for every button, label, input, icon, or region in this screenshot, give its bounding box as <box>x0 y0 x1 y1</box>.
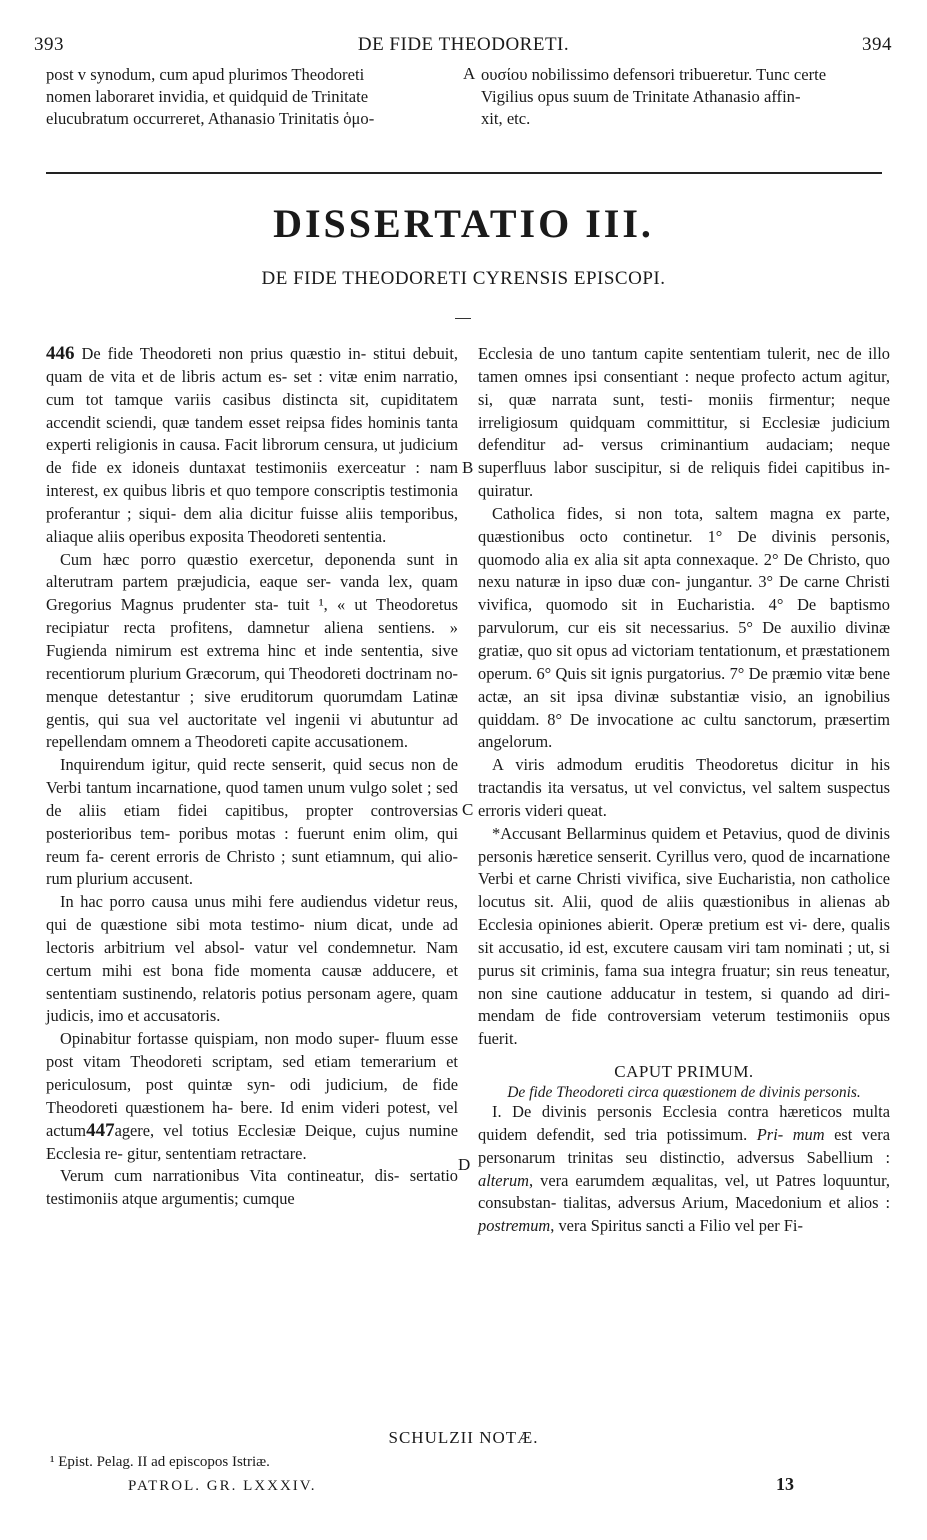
paragraph-text: , vera earumdem æqualitas, vel, ut Patres loquuntur, consubstan- tialitas, adversus Arium, Macedonium et alios : <box>478 1170 890 1213</box>
top-line: post v synodum, cum apud plurimos Theodoreti <box>46 65 365 84</box>
paragraph: Inquirendum igitur, quid recte senserit, quid secus non de Verbi tantum incarnatione, quod tamen unum vulgo solet ; sed de aliis etiam fidei capitibus, propter controversias posterioribus tem- poribus motas : fuerunt enim olim, qui reum fa- cerent erroris de Christo ; sunt etiamnum, qui alio- rum plurium accusent. <box>46 755 458 889</box>
paragraph-text: Opinabitur fortasse quispiam, non modo super- fluum esse post vitam Theodoreti scriptam, sed etiam temerarium et periculosum, post quintæ syn- odi judicium, de fide Theodoreti quæstionem ha- bere. Id enim videri potest, vel actum <box>46 1029 458 1140</box>
paragraph: Catholica fides, si non tota, saltem magna ex parte, quæstionibus octo continetur. 1° De divinis personis, quomodo alia ex alia sit apta connexaque. 2° De Christo, quo nexu naturæ in ipso duæ con- jungantur. 3° De carne Christi vivifica, quomodo sit in Eucharistia. 4° De baptismo parvulorum, cur eis sit necessarius. 5° De auxilio divinæ gratiæ, quo sit opus ad victoriam tentationum, et præstationem operum. 6° Quis sit ignis purgatorius. 7° De præmio vitæ bene actæ, an sit ipsa divinæ substantiæ visio, an ignobilius quiddam. 8° De invocatione ac cultu sanctorum, præsertim angelorum. <box>478 503 890 752</box>
running-title: DE FIDE THEODORETI. <box>357 34 570 55</box>
paragraph: Cum hæc porro quæstio exercetur, deponenda sunt in alterutram partem præjudicia, eaque ser- vanda lex, quam Gregorius Magnus prudenter sta- tuit ¹, « ut Theodoretus recipiatur recta profitens, damnetur aliena sentiens. » Fugienda nimirum est extrema hinc et inde sententia, sive recentiorum plurium Græcorum, qui Theodoreti doctrinam no- menque detestantur ; sive eruditorum quorumdam Latinæ gentis, qui sua vel auctoritate vel ingenii vi abutuntur ad repellendam omnem a Theodoreti capite accusationem. <box>46 549 458 752</box>
paragraph <box>478 1101 890 1238</box>
emphasis: Pri- mum <box>756 1124 825 1144</box>
gathering-signature: 13 <box>776 1474 794 1494</box>
margin-marker-c: C <box>462 800 474 819</box>
paragraph <box>46 343 458 549</box>
section-rule <box>46 172 882 174</box>
paragraph: Ecclesia de uno tantum capite sententiam tulerit, nec de illo tamen omnes ipsi consentiant : neque profecto actum agitur, si, quæ narrata sunt, testi- moniis firmentur; neque irreligiosum quidquam committitur, si Ecclesiæ judicium defenditur ad- versus criminantium audaciam; neque superfluus labor suscipitur, si de reliquis fidei capitibus in- quiratur. <box>478 344 890 501</box>
top-line: Vigilius opus suum de Trinitate Athanasio affin- <box>481 87 801 106</box>
paragraph: Verum cum narrationibus Vita contineatur, dis- sertatio testimoniis atque argumentis; cumque <box>46 1166 458 1209</box>
page-number-left: 393 <box>34 34 64 55</box>
title-dash <box>455 318 471 319</box>
paragraph-text: I. De divinis personis Ecclesia contra hæreticos multa quidem defendit, sed tria potissimum. <box>478 1102 890 1144</box>
notes-heading: SCHULZII NOTÆ. <box>388 1428 539 1447</box>
top-line: xit, etc. <box>481 109 531 128</box>
paragraph: *Accusant Bellarminus quidem et Petavius, quod de divinis personis hæretice senserit. Cyrillus vero, quod de incarnatione Verbi et carne Christi vivifica, sive Eucharistia, non catholice locutus sit. Alii, quod de aliis quæstionibus in alienas ab Ecclesia opiniones abierit. Operæ pretium est vi- dere, qualis sit accusatio, id est, excutere causam viri tam nominati ; ut, si purus sit criminis, fama sua integra fruatur; sin reus teneatur, non sine cautione adducatur in testem, si quando ad diri- mendam de fide controversiam veterum testimoniis opus fuerit. <box>478 823 890 1049</box>
paragraph: In hac porro causa unus mihi fere audiendus videtur reus, qui de quæstione sibi mota testimo- nium dicat, unde ad lectoris arbitrium vel absol- vatur vel condemnetur. Nam certum mihi est bona fide momenta causæ adducere, et sententiam sustinendo, relatoris potius personam agere, quam judicis, imo et accusatoris. <box>46 892 458 1026</box>
emphasis: alterum <box>478 1170 529 1190</box>
chapter-subheading: De fide Theodoreti circa quæstionem de divinis personis. <box>507 1084 861 1101</box>
paragraph <box>46 1028 458 1165</box>
chapter-heading: CAPUT PRIMUM. <box>614 1062 754 1082</box>
column-number: 446 <box>46 343 75 364</box>
margin-marker-d: D <box>458 1155 471 1174</box>
dissertation-title: DISSERTATIO III. <box>273 201 654 246</box>
left-column <box>46 343 458 1211</box>
margin-marker-a: A <box>463 64 476 83</box>
paragraph-text: agere, vel totius Ecclesiæ Deique, cujus numine Ecclesia re- gitur, sententiam retractare. <box>46 1120 458 1163</box>
top-line: elucubratum occurreret, Athanasio Trinitatis ὁμο- <box>46 109 375 128</box>
top-continuation-left <box>46 64 458 130</box>
top-line: nomen laboraret invidia, et quidquid de Trinitate <box>46 87 369 106</box>
footnote: ¹ Epist. Pelag. II ad episcopos Istriæ. <box>50 1454 270 1470</box>
column-number-inline: 447 <box>86 1119 115 1141</box>
paragraph: A viris admodum eruditis Theodoretus dicitur in his tractandis ita versatus, ut vel convictus, vel saltem suspectus erroris videri queat. <box>478 755 890 820</box>
top-line: ουσίου nobilissimo defensori tribueretur. Tunc certe <box>481 65 827 84</box>
dissertation-subtitle: DE FIDE THEODORETI CYRENSIS EPISCOPI. <box>261 268 666 289</box>
top-continuation-right <box>481 64 891 130</box>
paragraph-text: est vera personarum trinitas seu distinctio, adversus Sabellium : <box>478 1124 891 1167</box>
paragraph-text: De fide Theodoreti non prius quæstio in- stitui debuit, quam de vita et de libris actum es- set : vitæ enim narratio, cum tot tamque variis casibus distincta sit, cupiditatem accendit sciendi, quæ tandem esset reipsa fides hominis tanta experti religionis in causa. Facit librorum censura, ut judicium de fide ex idoneis duntaxat testimoniis exerceatur : nam interest, ex quibus libris et quo tempore conscriptis testimonia proferantur ; siqui- dem alia dicitur fuisse aliis temporibus, aliaque aliis operibus exposita Theodoreti sententia. <box>46 344 458 546</box>
right-column <box>478 343 890 1238</box>
margin-marker-b: B <box>462 458 474 477</box>
emphasis: postremum <box>478 1216 551 1236</box>
page-number-right: 394 <box>862 34 892 55</box>
volume-signature: PATROL. GR. LXXXIV. <box>128 1478 317 1494</box>
paragraph-text: , vera Spiritus sancti a Filio vel per Fi- <box>550 1216 803 1236</box>
